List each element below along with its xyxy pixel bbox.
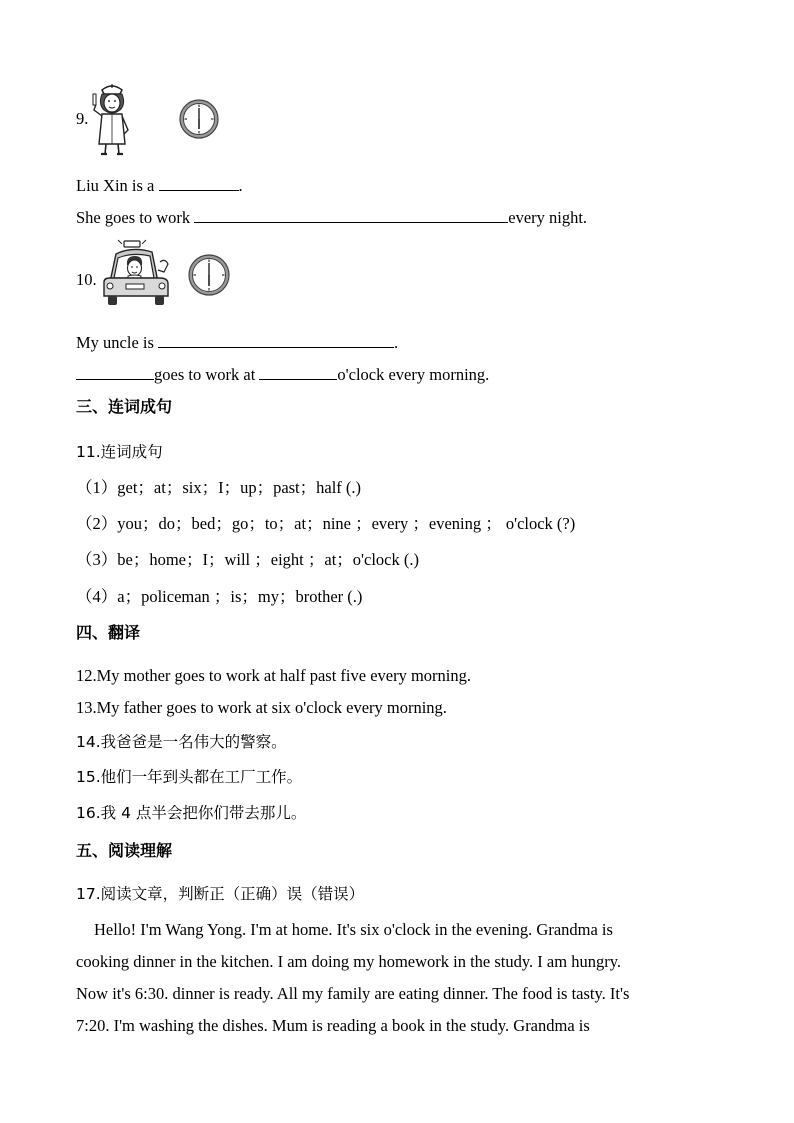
q9-line1-end: .	[238, 176, 243, 195]
q9-blank-2[interactable]	[194, 205, 508, 223]
q10-blank-3[interactable]	[259, 362, 337, 380]
q10-line1-text: My uncle is	[76, 333, 154, 352]
taxi-driver-illustration	[102, 238, 174, 310]
q11-item: （1）get；at；six；I；up；past；half (.)	[76, 478, 362, 497]
q10-number: 10.	[76, 270, 97, 289]
nurse-illustration	[88, 80, 136, 158]
q10-line1-end: .	[394, 333, 399, 352]
q17-title: 17.阅读文章，判断正（正确）误（错误）	[76, 885, 365, 903]
translation-item: 12.My mother goes to work at half past five every morning.	[76, 666, 471, 685]
clock-icon	[187, 253, 231, 297]
q9-line2-text: She goes to work	[76, 208, 191, 227]
q11-item: （3）be；home；I；will ；eight ；at；o'clock (.)	[76, 550, 419, 569]
translation-item: 14.我爸爸是一名伟大的警察。	[76, 733, 287, 751]
translation-item: 16.我 4 点半会把你们带去那儿。	[76, 804, 307, 822]
q10-line-2	[76, 362, 489, 386]
q9-line-2	[76, 205, 587, 229]
q10-line-1	[76, 330, 398, 354]
q11-item: （4）a；policeman ；is；my；brother (.)	[76, 587, 363, 606]
passage-line: cooking dinner in the kitchen. I am doing my homework in the study. I am hungry.	[76, 952, 622, 971]
q10-line2-text: goes to work at	[154, 365, 256, 384]
clock-icon	[178, 98, 220, 140]
q9-line2-end: every night.	[508, 208, 588, 227]
q11-title: 11.连词成句	[76, 443, 163, 461]
translation-item: 15.他们一年到头都在工厂工作。	[76, 768, 303, 786]
section-4-heading: 四、翻译	[76, 623, 141, 642]
q10-blank-2[interactable]	[76, 362, 154, 380]
section-5-heading: 五、阅读理解	[76, 841, 173, 860]
q9-blank-1[interactable]	[159, 173, 239, 191]
passage-line: Hello! I'm Wang Yong. I'm at home. It's six o'clock in the evening. Grandma is	[94, 920, 613, 939]
section-3-heading: 三、连词成句	[76, 397, 173, 416]
passage-line: 7:20. I'm washing the dishes. Mum is reading a book in the study. Grandma is	[76, 1016, 590, 1035]
passage-line: Now it's 6:30. dinner is ready. All my family are eating dinner. The food is tasty. It's	[76, 984, 630, 1003]
translation-item: 13.My father goes to work at six o'clock every morning.	[76, 698, 447, 717]
q9-number: 9.	[76, 109, 89, 128]
q10-line2-end: o'clock every morning.	[337, 365, 490, 384]
q10-blank-1[interactable]	[158, 330, 394, 348]
q11-item: （2）you；do；bed；go；to；at；nine ；every ；evening ； o'clock (?)	[76, 514, 576, 533]
q9-line-1	[76, 173, 243, 197]
q9-line1-text: Liu Xin is a	[76, 176, 155, 195]
